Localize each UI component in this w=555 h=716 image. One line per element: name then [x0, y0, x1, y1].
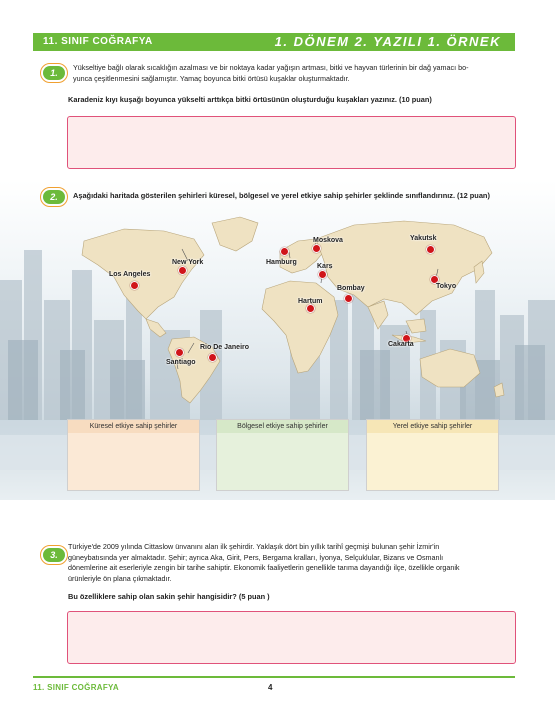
question-3-intro-line-4: ürünleriyle ön plana çıkmaktadır.: [68, 573, 172, 583]
question-3-intro-line-1: Türkiye'de 2009 yılında Cittaslow ünvanını alan ilk şehirdir. Yaklaşık dört bin yıllık tarihî geçmişi bulunan şehir İzmir'in: [68, 542, 440, 551]
footer-page-number: 4: [268, 683, 273, 692]
city-marker-yakutsk: [426, 245, 435, 254]
city-marker-new-york: [178, 266, 187, 275]
city-marker-bombay: [344, 294, 353, 303]
question-3-answer-box[interactable]: [67, 611, 516, 664]
city-label-cakarta: Cakarta: [388, 341, 414, 348]
question-2-prompt: Aşağıdaki haritada gösterilen şehirleri küresel, bölgesel ve yerel etkiye sahip şehirler şeklinde sınıflandırınız. (12 puan): [73, 191, 490, 200]
question-3-prompt: Bu özelliklere sahip olan sakin şehir hangisidir? (5 puan ): [68, 592, 270, 601]
question-1-intro: [73, 63, 513, 84]
city-label-rio-de-janeiro: Rio De Janeiro: [200, 344, 250, 351]
question-3-intro-line-3: dönemlerine ait eserleriyle zengin bir tarihe sahiptir. Ekonomik faaliyetlerin genellikle tarıma dayandığı ilçe, özellikle organik: [68, 563, 460, 572]
city-marker-hamburg: [280, 247, 289, 256]
city-label-new-york: New York: [172, 259, 204, 266]
question-1-intro-line-2: yunca çeşitlenmesini sağlamıştır. Yamaç boyunca bitki örtüsü kuşaklar oluşturmaktadır.: [73, 73, 350, 83]
question-2-number: 2.: [43, 190, 65, 204]
footer-course-title: 11. SINIF COĞRAFYA: [33, 683, 120, 692]
category-title-global: Küresel etkiye sahip şehirler: [68, 420, 199, 433]
city-marker-kars: [318, 270, 327, 279]
city-label-moskova: Moskova: [313, 237, 343, 244]
category-box-regional[interactable]: [216, 419, 349, 491]
question-1-prompt: Karadeniz kıyı kuşağı boyunca yükselti arttıkça bitki örtüsünün oluşturduğu kuşakları yazınız. (10 puan): [68, 95, 432, 104]
header-course-title: 11. SINIF COĞRAFYA: [43, 36, 153, 47]
city-marker-santiago: [175, 348, 184, 357]
city-label-yakutsk: Yakutsk: [410, 235, 437, 242]
world-map-shapes: [54, 211, 512, 407]
page-header-bar: [33, 33, 515, 51]
city-marker-hartum: [306, 304, 315, 313]
city-label-tokyo: Tokyo: [436, 283, 457, 290]
city-label-los-angeles: Los Angeles: [109, 271, 151, 278]
city-label-bombay: Bombay: [337, 285, 365, 292]
question-1-answer-box[interactable]: [67, 116, 516, 169]
category-box-local[interactable]: [366, 419, 499, 491]
question-1-number: 1.: [43, 66, 65, 80]
footer-divider: [33, 676, 515, 678]
category-title-local: Yerel etkiye sahip şehirler: [367, 420, 498, 433]
city-label-santiago: Santiago: [166, 359, 196, 366]
world-map: [54, 211, 512, 407]
question-3-intro-line-2: güneybatısında yer almaktadır. Şehir; ayrıca Aka, Girit, Pers, Bergama kralları, İyonya, Selçuklular, Bizans ve Osmanlı: [68, 552, 444, 562]
question-3-intro: [68, 542, 514, 584]
category-box-global[interactable]: [67, 419, 200, 491]
category-title-regional: Bölgesel etkiye sahip şehirler: [217, 420, 348, 433]
city-marker-los-angeles: [130, 281, 139, 290]
city-label-hamburg: Hamburg: [266, 259, 297, 266]
city-label-kars: Kars: [317, 263, 333, 270]
header-exam-title: 1. DÖNEM 2. YAZILI 1. ÖRNEK: [274, 34, 501, 49]
question-3-number: 3.: [43, 548, 65, 562]
question-1-intro-line-1: Yükseltiye bağlı olarak sıcaklığın azalması ve bir noktaya kadar yağışın artması, bitki ve hayvan türlerinin bir dağ yamacı bo-: [73, 63, 469, 72]
city-label-hartum: Hartum: [298, 298, 323, 305]
city-marker-moskova: [312, 244, 321, 253]
city-marker-rio-de-janeiro: [208, 353, 217, 362]
